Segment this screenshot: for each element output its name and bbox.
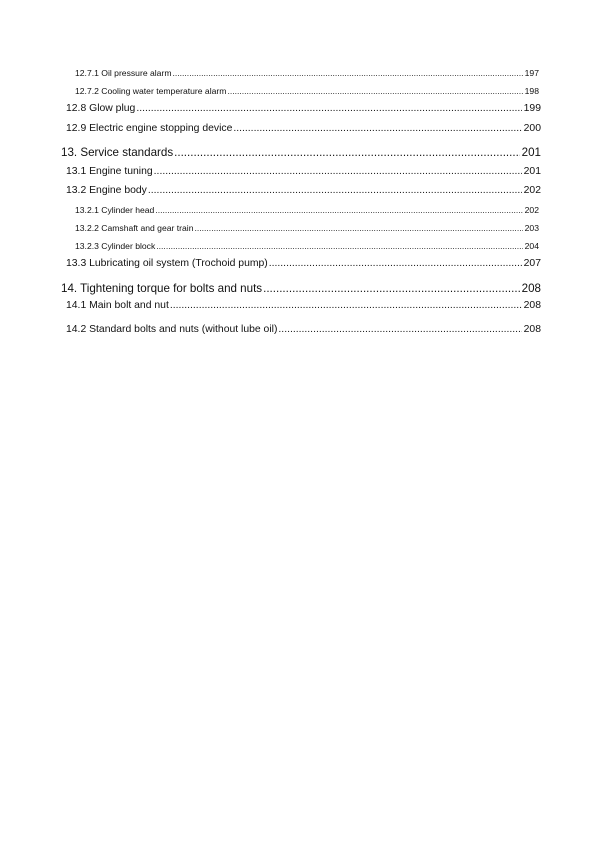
toc-dot-leader [174, 146, 520, 159]
toc-entry-title: 13.1 Engine tuning [66, 166, 153, 177]
toc-entry-title: 13.2.2 Camshaft and gear train [75, 223, 194, 233]
toc-dot-leader [227, 86, 522, 96]
toc-entry-title: 13.3 Lubricating oil system (Trochoid pump) [66, 258, 268, 269]
toc-entry[interactable] [75, 241, 540, 251]
toc-entry-title: 12.9 Electric engine stopping device [66, 123, 233, 134]
toc-dot-leader [269, 258, 522, 269]
toc-dot-leader [170, 300, 522, 311]
toc-dot-leader [172, 68, 522, 78]
toc-entry[interactable] [66, 166, 541, 177]
toc-entry[interactable] [61, 282, 541, 295]
toc-entry-title: 13.2.3 Cylinder block [75, 241, 156, 251]
toc-entry-title: 13. Service standards [61, 146, 174, 159]
toc-entry[interactable] [75, 68, 540, 78]
toc-entry-title: 14.2 Standard bolts and nuts (without lube oil) [66, 324, 278, 335]
toc-entry[interactable] [66, 300, 541, 311]
toc-entry-page: 208 [521, 282, 541, 295]
toc-entry[interactable] [61, 146, 541, 159]
toc-entry[interactable] [66, 103, 541, 114]
toc-dot-leader [136, 103, 521, 114]
toc-entry-title: 14.1 Main bolt and nut [66, 300, 169, 311]
toc-entry[interactable] [66, 258, 541, 269]
toc-entry-page: 197 [524, 68, 539, 78]
toc-dot-leader [233, 123, 521, 134]
toc-entry[interactable] [75, 86, 540, 96]
toc-entry-page: 208 [523, 300, 541, 311]
toc-dot-leader [148, 185, 522, 196]
toc-entry-title: 14. Tightening torque for bolts and nuts [61, 282, 263, 295]
toc-dot-leader [278, 324, 521, 335]
toc-entry-page: 199 [523, 103, 541, 114]
toc-entry-page: 202 [523, 185, 541, 196]
toc-entry[interactable] [66, 123, 541, 134]
toc-entry-page: 208 [523, 324, 541, 335]
toc-entry-title: 13.2 Engine body [66, 185, 147, 196]
toc-entry-page: 201 [521, 146, 541, 159]
toc-entry-title: 12.7.1 Oil pressure alarm [75, 68, 172, 78]
toc-dot-leader [156, 241, 522, 251]
toc-dot-leader [154, 166, 522, 177]
toc-entry-page: 198 [524, 86, 539, 96]
toc-entry-page: 203 [524, 223, 539, 233]
toc-entry-title: 13.2.1 Cylinder head [75, 205, 155, 215]
toc-dot-leader [263, 282, 520, 295]
toc-entry[interactable] [75, 205, 540, 215]
toc-entry[interactable] [66, 185, 541, 196]
toc-entry-page: 201 [523, 166, 541, 177]
toc-entry-page: 207 [523, 258, 541, 269]
toc-entry-title: 12.8 Glow plug [66, 103, 136, 114]
toc-entry-title: 12.7.2 Cooling water temperature alarm [75, 86, 227, 96]
toc-entry-page: 202 [524, 205, 539, 215]
toc-entry[interactable] [75, 223, 540, 233]
toc-dot-leader [194, 223, 522, 233]
toc-dot-leader [155, 205, 522, 215]
toc-entry[interactable] [66, 324, 541, 335]
toc-entry-page: 204 [524, 241, 539, 251]
toc-entry-page: 200 [523, 123, 541, 134]
